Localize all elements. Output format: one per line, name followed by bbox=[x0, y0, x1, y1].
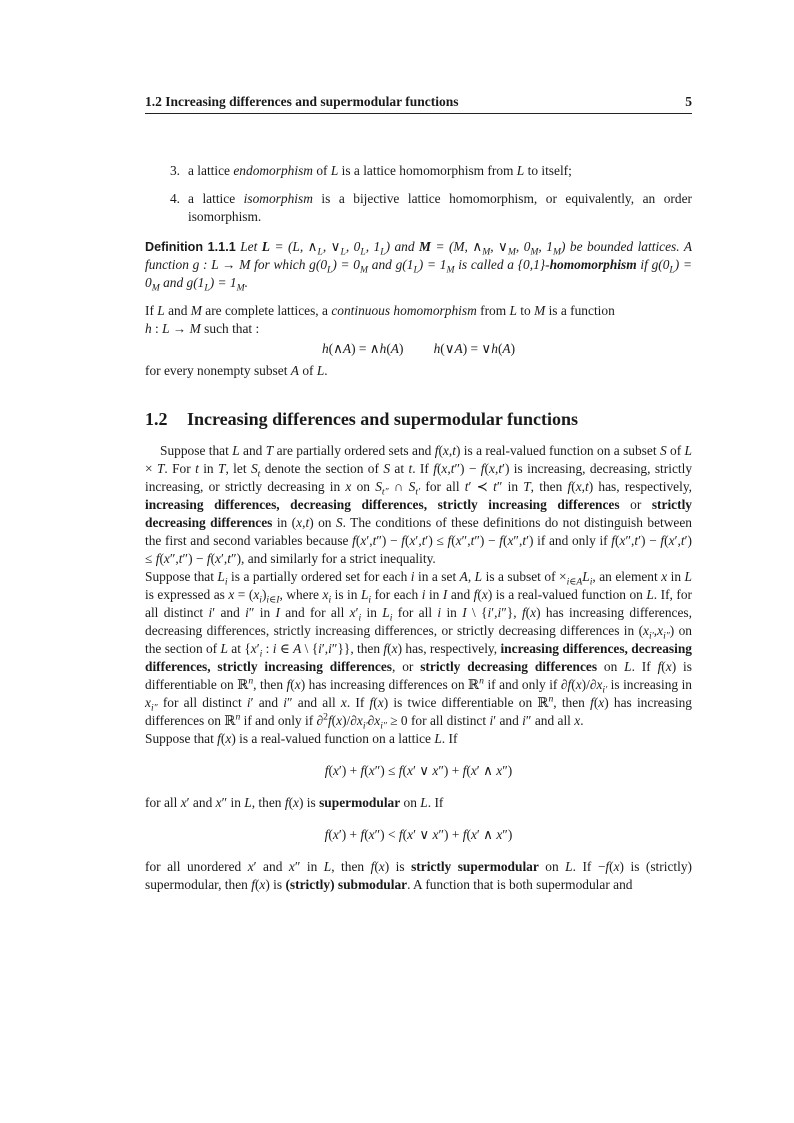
section-number: 1.2 bbox=[145, 409, 168, 429]
running-head bbox=[145, 94, 692, 114]
definition-label: Definition 1.1.1 bbox=[145, 240, 236, 254]
page bbox=[145, 94, 692, 894]
running-head-title: 1.2 Increasing differences and supermodular functions bbox=[145, 94, 459, 109]
paragraph-increasing-differences: Suppose that L and T are partially ordered sets and f(x,t) is a real-valued function on a subset S of L × T. For t in T, let $S_t$ denote the section of S at t. If f(x,t″) − f(x,t′) is increasing, decreasing, strictly increasing, or strictly decreasing in x on $S_{t''}$ ∩ $S_{t'}$ for all t′ ≺ t″ in T, then f(x,t) has, respectively, increasing differences, decreasing differences, strictly increasing differences or strictly decreasing differences in (x,t) on S. The conditions of these definitions do not distinguish between the first and second variables because f(x′,t″) − f(x′,t′) ≤ f(x″,t″) − f(x″,t′) if and only if f(x″,t′) − f(x′,t′) ≤ f(x″,t″) − f(x′,t″), and similarly for a strict inequality. bbox=[145, 443, 693, 566]
list-item-text: a lattice endomorphism of L is a lattice homomorphism from L to itself; bbox=[188, 163, 572, 178]
equation-strict-supermodular: f(x′) + f(x″) < f(x′ ∨ x″) + f(x′ ∧ x″) bbox=[324, 827, 513, 842]
continuous-homomorphism-tail: for every nonempty subset A of L. bbox=[145, 363, 328, 378]
definition-list bbox=[145, 162, 692, 226]
continuous-homomorphism-paragraph: If L and M are complete lattices, a continuous homomorphism from L to M is a function h : L → M such that : bbox=[145, 303, 615, 336]
list-item-number: 3. bbox=[169, 163, 180, 178]
paragraph-submodular: for all unordered x′ and x″ in L, then f(x) is strictly supermodular on L. If −f(x) is (strictly) supermodular, then f(x) is (strictly) submodular. A function that is both supermodular and bbox=[145, 859, 692, 892]
body-text bbox=[145, 162, 692, 894]
paragraph-product-lattice: Suppose that $L_i$ is a partially ordered set for each i in a set A, L is a subset of $\times_{i\in A}L_i$, an element x in L is expressed as $x = (x_i)_{i\in I}$, where $x_i$ is in $L_i$ for each i in I and f(x) is a real-valued function on L. If, for all distinct i′ and i″ in I and for all $x'_i$ in $L_i$ for all i in I \ {i′,i″}, f(x) has increasing differences, decreasing differences, strictly increasing differences, or strictly decreasing differences in $(x_{i'},x_{i''})$ on the section of L at {$x'_i$ : i ∈ A \ {i′,i″}}, then f(x) has, respectively, increasing differences, decreasing differences, strictly increasing differences, or strictly decreasing differences on L. If f(x) is differentiable on ℝ$^n$, then f(x) has increasing differences on ℝ$^n$ if and only if $\partial f(x)/\partial x_{i'}$ is increasing in $x_{i''}$ for all distinct i′ and i″ and all x. If f(x) is twice differentiable on ℝ$^n$, then f(x) has increasing differences on ℝ$^n$ if and only if $\partial^2f(x)/\partial x_{i'}\partial x_{i''} \ge 0$ for all distinct i′ and i″ and all x. bbox=[145, 569, 693, 732]
list-item bbox=[145, 190, 692, 226]
list-item-text: a lattice isomorphism is a bijective lattice homomorphism, or equivalently, an order isomorphism. bbox=[188, 191, 692, 224]
continuous-homomorphism-equation: h(∧A) = ∧h(A) h(∨A) = ∨h(A) bbox=[321, 341, 516, 356]
paragraph-supermodular-intro: Suppose that f(x) is a real-valued function on a lattice L. If bbox=[145, 731, 458, 746]
list-item bbox=[145, 162, 692, 180]
page-number: 5 bbox=[685, 94, 692, 109]
section-heading bbox=[145, 410, 692, 428]
definition-block bbox=[145, 238, 692, 292]
list-item-number: 4. bbox=[169, 191, 180, 206]
definition-text: Let L = (L, $\wedge_L$, $\vee_L$, $0_L$, $1_L$) and M = (M, $\wedge_M$, $\vee_M$, $0_M$, $1_M$) be bounded lattices. A function g : L → M for which $g(0_L) = 0_M$ and $g(1_L) = 1_M$ is called a {0,1}-homomorphism if $g(0_L) = 0_M$ and $g(1_L) = 1_M$. bbox=[145, 239, 693, 294]
equation-supermodular: f(x′) + f(x″) ≤ f(x′ ∨ x″) + f(x′ ∧ x″) bbox=[324, 763, 513, 778]
section-title: Increasing differences and supermodular functions bbox=[187, 409, 579, 429]
paragraph-supermodular-def: for all x′ and x″ in L, then f(x) is supermodular on L. If bbox=[145, 795, 444, 810]
